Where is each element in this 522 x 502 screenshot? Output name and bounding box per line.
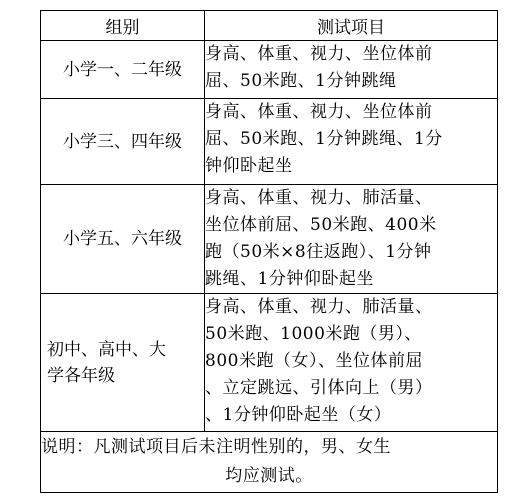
items-line: 坐位体前屈、50米跑、400米	[205, 215, 437, 235]
table-row	[41, 294, 498, 432]
items-line: 屈、50米跑、1分钟跳绳、1分	[205, 129, 443, 149]
items-line: 800米跑（女）、坐位体前屈	[205, 351, 423, 371]
group-line: 初中、高中、大	[47, 339, 166, 360]
items-line: 跳绳、1分钟仰卧起坐	[205, 269, 374, 289]
note-row	[41, 432, 498, 493]
items-cell-grade5-6	[205, 185, 498, 294]
group-cell-grade3-4: 小学三、四年级	[41, 99, 205, 185]
items-line: 身高、体重、视力、肺活量、	[205, 297, 433, 317]
items-cell-middle-high-university	[205, 294, 498, 432]
note-cell	[41, 432, 498, 493]
items-line: 身高、体重、视力、坐位体前	[205, 44, 433, 64]
group-line: 学各年级	[47, 365, 115, 386]
items-line: 、1分钟仰卧起坐（女）	[205, 405, 392, 425]
fitness-test-table	[40, 10, 498, 493]
group-cell-grade1-2: 小学一、二年级	[41, 41, 205, 99]
note-line: 均应测试。	[225, 466, 313, 486]
header-group: 组别	[41, 11, 205, 41]
group-cell-grade5-6: 小学五、六年级	[41, 185, 205, 294]
items-line: 钟仰卧起坐	[205, 156, 293, 176]
header-row	[41, 11, 498, 41]
group-cell-middle-high-university	[41, 294, 205, 432]
items-line: 屈、50米跑、1分钟跳绳	[205, 71, 397, 91]
header-items: 测试项目	[205, 11, 498, 41]
items-line: 50米跑、1000米跑（男）、	[205, 324, 422, 344]
items-cell-grade3-4	[205, 99, 498, 185]
note-line: 说明：凡测试项目后未注明性别的，男、女生	[41, 437, 391, 457]
items-cell-grade1-2	[205, 41, 498, 99]
items-line: 身高、体重、视力、坐位体前	[205, 102, 433, 122]
table-row	[41, 185, 498, 294]
table-row	[41, 99, 498, 185]
table-row	[41, 41, 498, 99]
items-line: 跑（50米×8往返跑）、1分钟	[205, 242, 432, 262]
items-line: 、立定跳远、引体向上（男）	[205, 378, 433, 398]
items-line: 身高、体重、视力、肺活量、	[205, 188, 433, 208]
